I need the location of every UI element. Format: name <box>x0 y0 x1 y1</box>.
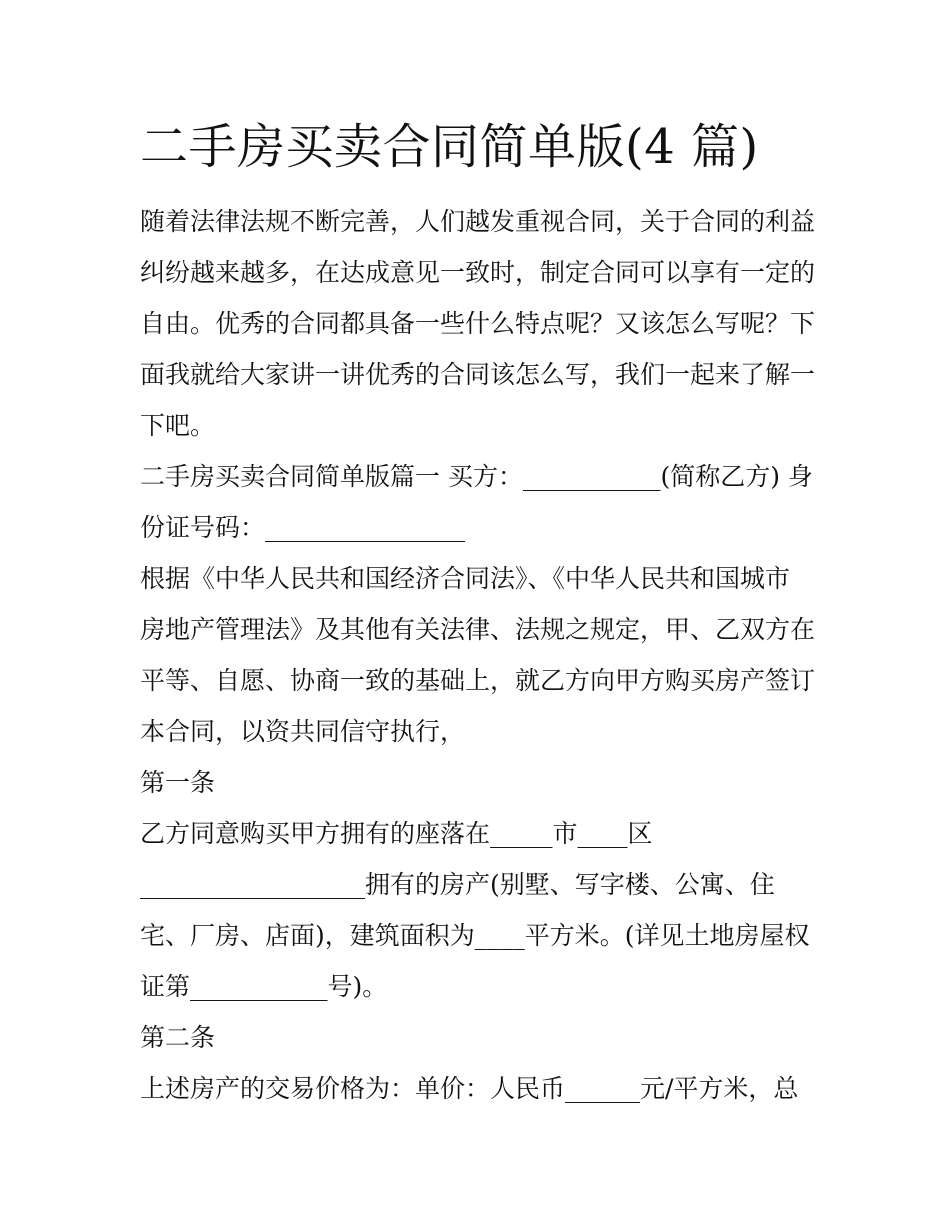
paragraph-line: 份证号码：________________ <box>140 513 466 542</box>
paragraph-line: 二手房买卖合同简单版篇一 买方：___________(简称乙方) 身 <box>140 462 813 491</box>
paragraph-line: 根据《中华人民共和国经济合同法》、《中华人民共和国城市 <box>140 564 791 593</box>
paragraph-line: 面我就给大家讲一讲优秀的合同该怎么写，我们一起来了解一 <box>140 360 816 389</box>
paragraph-line: 宅、厂房、店面)，建筑面积为____平方米。(详见土地房屋权 <box>140 921 810 950</box>
paragraph-line: 纠纷越来越多，在达成意见一致时，制定合同可以享有一定的 <box>140 258 816 287</box>
paragraph-line: 本合同，以资共同信守执行， <box>140 717 466 746</box>
paragraph-line: 随着法律法规不断完善，人们越发重视合同，关于合同的利益 <box>140 207 816 236</box>
paragraph-line: 上述房产的交易价格为：单价：人民币______元/平方米，总 <box>140 1074 799 1103</box>
section-heading: 第二条 <box>140 1023 216 1052</box>
paragraph-line: 自由。优秀的合同都具备一些什么特点呢？又该怎么写呢？下 <box>140 309 816 338</box>
paragraph-line: __________________拥有的房产(别墅、写字楼、公寓、住 <box>140 870 775 899</box>
paragraph-line: 房地产管理法》及其他有关法律、法规之规定，甲、乙双方在 <box>140 615 816 644</box>
paragraph-line: 证第___________号)。 <box>140 972 388 1001</box>
paragraph-line: 乙方同意购买甲方拥有的座落在_____市____区 <box>140 819 653 848</box>
paragraph-line: 下吧。 <box>140 411 216 440</box>
section-heading: 第一条 <box>140 768 216 797</box>
document-title: 二手房买卖合同简单版(4 篇) <box>140 119 759 175</box>
paragraph-line: 平等、自愿、协商一致的基础上，就乙方向甲方购买房产签订 <box>140 666 816 695</box>
